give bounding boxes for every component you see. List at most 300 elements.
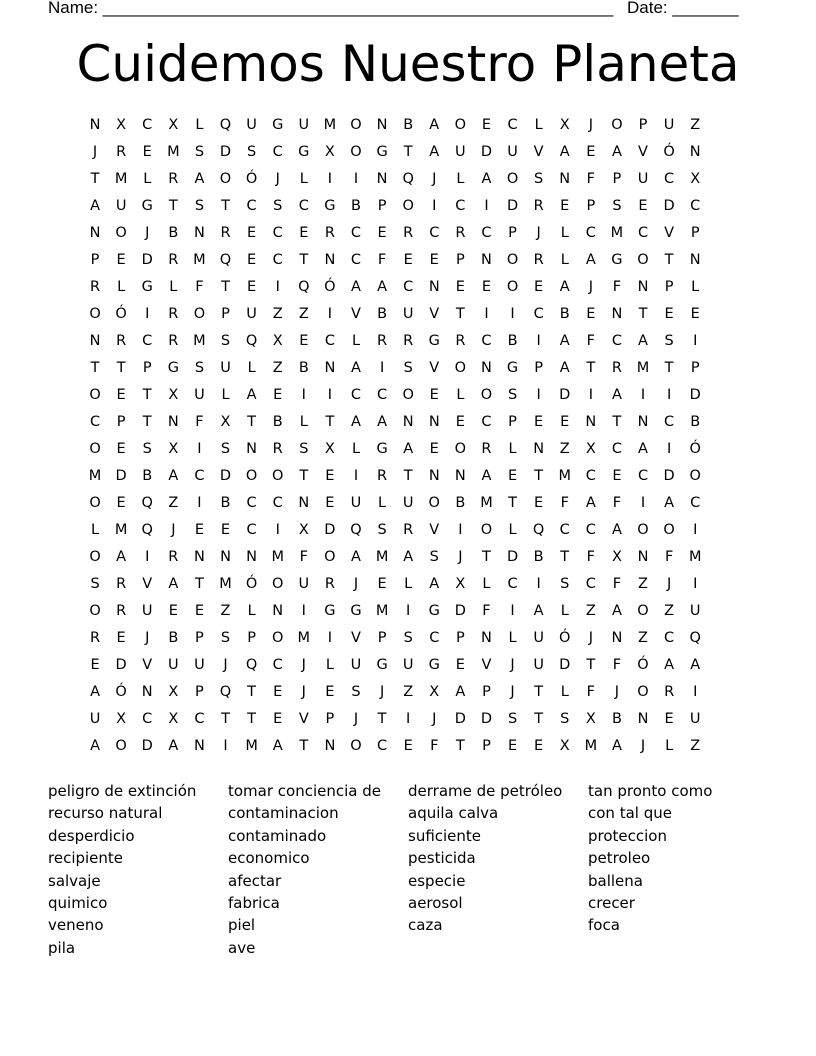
grid-cell: I <box>693 684 698 700</box>
grid-cell: A <box>429 117 440 133</box>
grid-cell: C <box>690 495 701 511</box>
grid-cell: A <box>559 144 570 160</box>
grid-cell: S <box>220 630 231 646</box>
grid-cell: C <box>481 333 492 349</box>
grid-cell: L <box>143 171 152 187</box>
grid-cell: E <box>116 441 126 457</box>
grid-cell: A <box>351 414 361 430</box>
word-item: fabrica <box>228 894 280 913</box>
grid-cell: P <box>455 252 465 268</box>
grid-cell: L <box>508 522 517 538</box>
grid-cell: O <box>480 387 493 403</box>
grid-cell: N <box>637 711 649 727</box>
grid-cell: T <box>116 360 126 376</box>
grid-cell: L <box>299 414 308 430</box>
grid-cell: O <box>663 522 675 538</box>
grid-cell: U <box>246 117 257 133</box>
word-item: economico <box>228 849 310 868</box>
grid-cell: N <box>272 603 284 619</box>
header <box>48 0 748 20</box>
grid-cell: E <box>194 522 204 538</box>
grid-cell: Z <box>168 495 179 511</box>
grid-cell: C <box>533 306 544 322</box>
grid-row <box>82 706 708 733</box>
grid-cell: Q <box>219 252 232 268</box>
grid-cell: O <box>611 117 623 133</box>
grid-cell: S <box>507 711 518 727</box>
grid-cell: U <box>402 657 414 673</box>
grid-cell: M <box>636 360 650 376</box>
grid-cell: V <box>664 225 675 241</box>
grid-cell: S <box>664 333 674 349</box>
grid-cell: U <box>402 306 414 322</box>
grid-cell: U <box>89 711 101 727</box>
grid-cell: A <box>168 468 179 484</box>
grid-cell: E <box>638 198 648 214</box>
grid-cell: X <box>116 711 127 727</box>
grid-cell: A <box>611 144 622 160</box>
grid-cell: L <box>560 684 569 700</box>
grid-cell: O <box>454 441 467 457</box>
grid-cell: O <box>324 549 336 565</box>
grid-cell: Q <box>689 630 701 646</box>
grid-cell: G <box>506 360 519 376</box>
grid-cell: B <box>507 333 518 349</box>
grid-cell: P <box>612 171 622 187</box>
grid-cell: I <box>693 522 698 538</box>
grid-cell: Ó <box>689 441 701 457</box>
grid-cell: R <box>324 576 335 592</box>
grid-cell: O <box>454 117 467 133</box>
grid-cell: X <box>585 711 596 727</box>
grid-cell: X <box>168 684 179 700</box>
grid-cell: L <box>91 522 100 538</box>
grid-cell: T <box>586 360 596 376</box>
grid-cell: M <box>375 603 389 619</box>
grid-cell: E <box>455 414 465 430</box>
grid-cell: F <box>586 333 595 349</box>
date-line: Date: _______ <box>627 0 739 17</box>
grid-cell: R <box>116 576 127 592</box>
grid-cell: I <box>588 387 593 403</box>
grid-cell: N <box>324 252 336 268</box>
grid-cell: Ó <box>559 630 571 646</box>
grid-cell: O <box>689 468 701 484</box>
grid-cell: U <box>663 117 675 133</box>
page-title: Cuidemos Nuestro Planeta <box>76 35 740 93</box>
grid-cell: L <box>325 657 334 673</box>
grid-cell: R <box>168 333 179 349</box>
grid-cell: L <box>456 387 465 403</box>
grid-cell: R <box>116 333 127 349</box>
grid-cell: L <box>169 279 178 295</box>
grid-cell: E <box>168 603 178 619</box>
grid-cell: S <box>429 549 439 565</box>
grid-cell: U <box>455 144 466 160</box>
grid-cell: J <box>640 738 646 754</box>
grid-cell: R <box>90 630 101 646</box>
grid-cell: J <box>536 225 541 241</box>
grid-cell: I <box>301 603 306 619</box>
grid-cell: E <box>534 414 544 430</box>
grid-cell: I <box>693 576 698 592</box>
grid-cell: T <box>455 738 465 754</box>
grid-cell: O <box>637 684 649 700</box>
grid-row <box>82 193 708 220</box>
grid-row <box>82 679 708 706</box>
grid-cell: O <box>637 522 649 538</box>
grid-cell: F <box>195 279 204 295</box>
grid-cell: T <box>142 414 152 430</box>
grid-cell: I <box>223 738 228 754</box>
grid-cell: S <box>560 711 570 727</box>
grid-cell: J <box>92 144 98 160</box>
grid-cell: Z <box>585 603 596 619</box>
grid-cell: R <box>403 333 414 349</box>
grid-cell: D <box>663 468 675 484</box>
grid-cell: D <box>559 657 571 673</box>
grid-row <box>82 652 708 679</box>
grid-cell: V <box>351 630 361 646</box>
grid-cell: J <box>223 657 228 673</box>
grid-cell: C <box>481 414 492 430</box>
grid-cell: L <box>351 333 361 349</box>
grid-cell: O <box>428 495 440 511</box>
grid-cell: R <box>168 171 179 187</box>
grid-cell: O <box>193 306 206 322</box>
grid-cell: F <box>195 414 204 430</box>
grid-cell: Z <box>690 738 701 754</box>
grid-cell: N <box>246 549 258 565</box>
grid-cell: C <box>664 414 675 430</box>
grid-cell: L <box>508 441 517 457</box>
grid-cell: A <box>455 684 466 700</box>
grid-cell: C <box>585 225 596 241</box>
grid-cell: E <box>429 252 439 268</box>
grid-cell: E <box>325 468 335 484</box>
grid-cell: Z <box>220 603 231 619</box>
grid-cell: E <box>455 279 465 295</box>
grid-cell: T <box>142 387 152 403</box>
grid-cell: Z <box>664 603 675 619</box>
grid-cell: T <box>664 252 674 268</box>
grid-cell: D <box>219 144 232 160</box>
grid-row <box>82 301 708 328</box>
grid-cell: Ó <box>115 306 127 322</box>
grid-cell: X <box>168 441 179 457</box>
grid-cell: O <box>89 387 101 403</box>
word-item: ballena <box>588 871 643 890</box>
grid-cell: G <box>141 198 153 214</box>
grid-cell: N <box>481 252 492 268</box>
grid-cell: B <box>168 225 179 241</box>
grid-cell: B <box>272 414 283 430</box>
grid-cell: C <box>637 468 649 484</box>
word-item: petroleo <box>588 849 651 868</box>
grid-cell: U <box>350 657 362 673</box>
grid-cell: Q <box>245 333 258 349</box>
grid-row <box>82 436 708 463</box>
grid-cell: E <box>586 144 596 160</box>
grid-cell: N <box>246 441 258 457</box>
grid-cell: A <box>585 495 596 511</box>
grid-cell: J <box>510 684 515 700</box>
grid-cell: M <box>245 738 258 754</box>
grid-cell: S <box>377 522 387 538</box>
grid-cell: G <box>350 603 362 619</box>
grid-cell: P <box>455 630 465 646</box>
grid-cell: U <box>246 306 257 322</box>
grid-cell: N <box>193 738 205 754</box>
grid-cell: O <box>271 630 284 646</box>
grid-cell: T <box>612 414 622 430</box>
grid-cell: M <box>167 144 180 160</box>
grid-cell: A <box>559 333 570 349</box>
grid-row <box>82 571 708 598</box>
grid-cell: U <box>350 495 362 511</box>
grid-cell: T <box>299 468 309 484</box>
grid-cell: V <box>481 657 492 673</box>
grid-row <box>82 166 708 193</box>
grid-cell: I <box>197 441 202 457</box>
grid-cell: E <box>325 684 335 700</box>
grid-cell: I <box>197 495 202 511</box>
grid-cell: A <box>664 657 675 673</box>
grid-cell: A <box>611 738 622 754</box>
grid-cell: J <box>588 279 593 295</box>
grid-cell: O <box>115 225 127 241</box>
grid-cell: E <box>299 225 309 241</box>
grid-cell: L <box>508 630 517 646</box>
grid-cell: I <box>536 576 541 592</box>
grid-cell: C <box>350 225 362 241</box>
grid-cell: I <box>536 333 541 349</box>
grid-cell: R <box>272 441 283 457</box>
grid-cell: C <box>350 252 362 268</box>
grid-cell: D <box>689 387 701 403</box>
grid-cell: G <box>428 657 440 673</box>
grid-cell: G <box>272 117 284 133</box>
grid-cell: Q <box>219 684 232 700</box>
grid-cell: I <box>301 387 306 403</box>
grid-cell: C <box>246 522 257 538</box>
grid-cell: B <box>403 117 414 133</box>
grid-cell: G <box>298 144 310 160</box>
grid-cell: S <box>534 171 544 187</box>
grid-cell: G <box>376 441 388 457</box>
grid-cell: P <box>116 414 126 430</box>
word-item: tan pronto como <box>588 782 713 800</box>
grid-cell: N <box>637 279 649 295</box>
grid-cell: O <box>350 738 362 754</box>
grid-cell: M <box>584 738 598 754</box>
grid-cell: P <box>90 252 100 268</box>
grid-cell: T <box>586 657 596 673</box>
grid-cell: A <box>168 738 179 754</box>
grid-cell: T <box>638 306 648 322</box>
grid-cell: P <box>142 360 152 376</box>
grid-cell: O <box>637 603 649 619</box>
grid-cell: U <box>689 711 701 727</box>
grid-cell: O <box>271 576 284 592</box>
grid-cell: I <box>379 360 385 376</box>
grid-cell: F <box>612 495 622 511</box>
grid-cell: I <box>536 387 541 403</box>
grid-cell: Q <box>219 117 232 133</box>
grid-cell: M <box>193 252 206 268</box>
grid-cell: X <box>298 522 309 538</box>
grid-cell: M <box>323 117 337 133</box>
grid-cell: I <box>327 171 333 187</box>
grid-cell: V <box>638 144 648 160</box>
grid-cell: E <box>481 279 492 295</box>
grid-cell: A <box>403 441 414 457</box>
grid-cell: L <box>221 387 230 403</box>
grid-cell: I <box>484 198 489 214</box>
grid-cell: E <box>690 306 700 322</box>
grid-cell: U <box>298 117 310 133</box>
grid-cell: X <box>272 333 283 349</box>
grid-cell: G <box>428 603 440 619</box>
grid-cell: G <box>611 252 623 268</box>
grid-cell: X <box>585 441 596 457</box>
grid-cell: G <box>376 657 388 673</box>
grid-cell: I <box>693 333 698 349</box>
grid-cell: Q <box>245 657 258 673</box>
grid-cell: C <box>429 225 440 241</box>
grid-cell: O <box>115 738 127 754</box>
grid-cell: U <box>194 657 205 673</box>
grid-cell: V <box>429 306 440 322</box>
grid-cell: Ó <box>637 657 649 673</box>
grid-cell: D <box>219 468 232 484</box>
word-item: derrame de petróleo <box>408 782 563 800</box>
grid-cell: E <box>273 387 283 403</box>
grid-cell: V <box>142 657 153 673</box>
grid-cell: V <box>351 306 361 322</box>
grid-cell: E <box>247 252 257 268</box>
grid-cell: B <box>455 495 466 511</box>
grid-cell: O <box>89 441 101 457</box>
grid-cell: B <box>559 306 570 322</box>
grid-row <box>82 544 708 571</box>
grid-cell: S <box>507 387 518 403</box>
grid-cell: N <box>559 171 571 187</box>
grid-cell: T <box>221 198 230 214</box>
grid-cell: S <box>403 630 413 646</box>
grid-cell: Q <box>350 522 362 538</box>
grid-cell: L <box>560 252 569 268</box>
grid-cell: A <box>377 279 388 295</box>
grid-cell: O <box>271 468 284 484</box>
grid-cell: N <box>611 630 623 646</box>
grid-cell: O <box>506 279 519 295</box>
grid-cell: R <box>116 144 127 160</box>
grid-cell: E <box>612 468 622 484</box>
grid-cell: I <box>327 306 333 322</box>
grid-cell: L <box>247 360 256 376</box>
grid-cell: E <box>481 117 492 133</box>
grid-cell: X <box>690 171 701 187</box>
grid-cell: E <box>534 738 544 754</box>
grid-row <box>82 733 708 760</box>
grid-cell: S <box>194 144 205 160</box>
grid-cell: X <box>559 738 570 754</box>
grid-cell: Z <box>559 441 570 457</box>
grid-cell: L <box>404 576 413 592</box>
grid-cell: D <box>480 711 493 727</box>
grid-cell: U <box>689 603 701 619</box>
grid-cell: S <box>142 441 152 457</box>
grid-cell: P <box>325 711 335 727</box>
grid-cell: C <box>194 468 205 484</box>
grid-cell: G <box>141 279 153 295</box>
grid-cell: L <box>534 117 543 133</box>
grid-cell: L <box>117 279 126 295</box>
grid-cell: S <box>220 333 231 349</box>
grid-cell: Z <box>690 117 701 133</box>
grid-cell: G <box>324 603 336 619</box>
grid-cell: P <box>377 630 387 646</box>
word-column <box>588 780 768 959</box>
grid-cell: A <box>638 333 648 349</box>
grid-cell: N <box>533 441 545 457</box>
word-item: piel <box>228 916 256 935</box>
grid-cell: C <box>559 522 570 538</box>
grid-cell: I <box>275 522 280 538</box>
grid-cell: I <box>510 306 515 322</box>
grid-cell: P <box>664 279 674 295</box>
grid-cell: U <box>533 630 544 646</box>
grid-cell: O <box>350 144 362 160</box>
grid-cell: Z <box>638 576 648 592</box>
grid-cell: S <box>247 144 257 160</box>
grid-cell: R <box>481 441 492 457</box>
grid-cell: U <box>168 657 179 673</box>
grid-cell: J <box>145 225 150 241</box>
grid-cell: I <box>484 306 489 322</box>
grid-cell: A <box>403 549 414 565</box>
word-item: caza <box>408 916 443 935</box>
grid-cell: E <box>403 738 413 754</box>
grid-cell: C <box>272 225 283 241</box>
grid-cell: J <box>458 549 463 565</box>
grid-cell: R <box>377 468 388 484</box>
grid-cell: S <box>194 198 205 214</box>
grid-cell: S <box>273 198 283 214</box>
word-item: afectar <box>228 871 282 890</box>
grid-cell: C <box>246 198 257 214</box>
grid-row <box>82 625 708 652</box>
grid-cell: C <box>403 279 414 295</box>
grid-cell: A <box>90 198 100 214</box>
grid-cell: L <box>560 225 569 241</box>
grid-cell: N <box>298 495 310 511</box>
grid-row <box>82 247 708 274</box>
word-bank <box>48 780 768 959</box>
grid-cell: E <box>220 522 231 538</box>
grid-cell: N <box>481 360 492 376</box>
grid-cell: X <box>455 576 466 592</box>
grid-cell: R <box>455 333 466 349</box>
grid-cell: V <box>142 576 153 592</box>
grid-cell: D <box>506 198 519 214</box>
grid-cell: M <box>558 468 571 484</box>
grid-cell: C <box>664 171 675 187</box>
grid-cell: N <box>193 549 205 565</box>
grid-cell: C <box>507 576 518 592</box>
grid-cell: A <box>559 279 570 295</box>
